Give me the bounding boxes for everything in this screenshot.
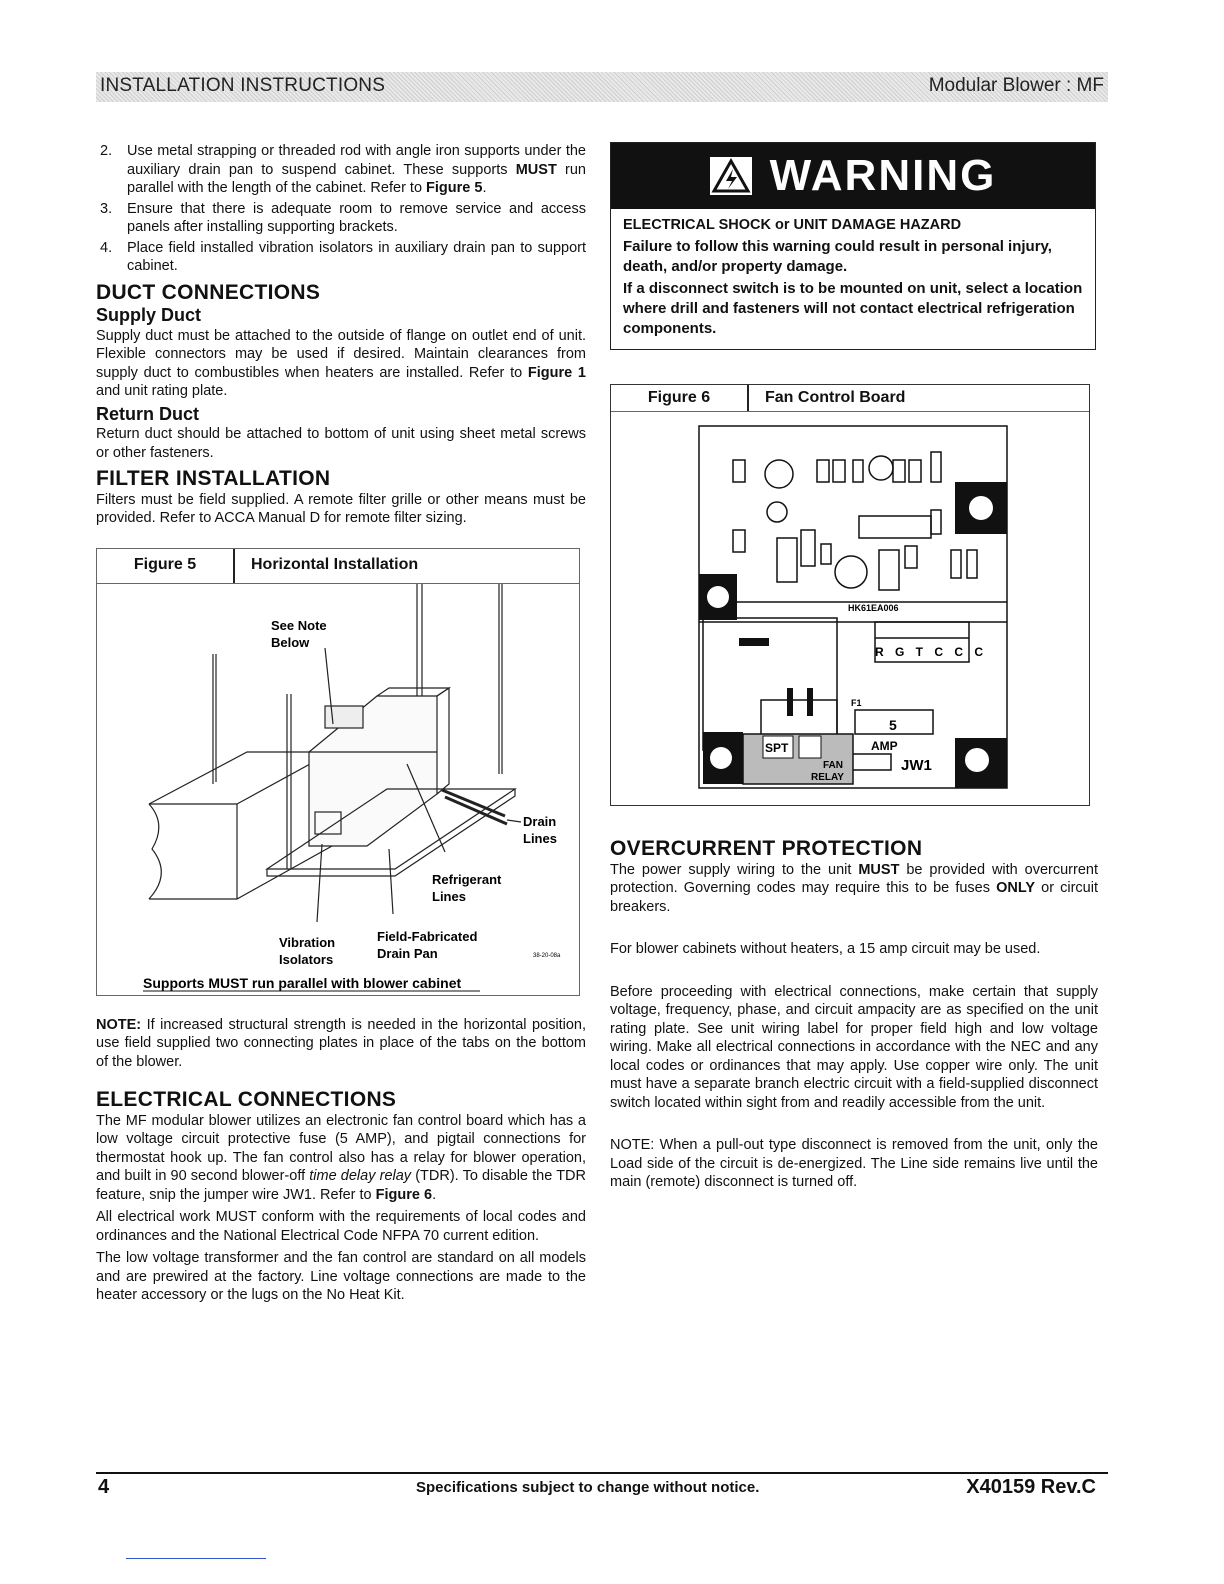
fuse-f1-label: F1: [851, 698, 862, 708]
warning-hazard: ELECTRICAL SHOCK or UNIT DAMAGE HAZARD: [623, 217, 962, 233]
label-below: Below: [271, 634, 310, 650]
label-refrigerant: Refrigerant: [432, 871, 502, 887]
step-text: Use metal strapping or threaded rod with angle iron supports under the auxiliary drain pan to suspend cabinet. These supports: [127, 143, 586, 178]
figure-reference: Figure 6: [375, 1186, 433, 1203]
bottom-rule: [126, 1558, 266, 1559]
text-run: be provided with overcurrent protection. Governing codes may require this to be fuses: [610, 861, 1098, 896]
overcurrent-paragraph-3: Before proceeding with electrical connections, make certain that supply voltage, frequency, phase, and circuit ampacity are as specified on the unit rating plate. See unit wiring label for proper field high and low voltage wiring. Make all electrical connections in accordance with the NEC and any local codes or ordinances that may apply. Use copper wire only. The unit must have a separate branch electric circuit with a field-supplied disconnect switch located within sight from and readily accessible from the unit.: [610, 983, 1098, 1111]
warning-paragraph-2: If a disconnect switch is to be mounted on unit, select a location where drill and fasteners will not contact electrical refrigeration components.: [623, 280, 1083, 337]
fuse-number: 5: [889, 717, 897, 733]
warning-triangle-icon: [710, 157, 752, 195]
supply-duct-heading: Supply Duct: [96, 305, 202, 325]
electrical-paragraph-3: The low voltage transformer and the fan control are standard on all models and are prewired at the factory. Line voltage connections are made to the heater accessory or the lugs on the No Heat Kit.: [96, 1250, 586, 1303]
figure-6-title: Fan Control Board: [765, 388, 906, 406]
horizontal-installation-diagram: [97, 584, 579, 994]
terminal-labels: R G T C C C: [875, 645, 987, 659]
label-drain-lines: Lines: [523, 830, 557, 846]
figure-5-caption: Supports MUST run parallel with blower cabinet: [143, 974, 462, 991]
step-emphasis: MUST: [515, 161, 557, 178]
duct-connections-heading: DUCT CONNECTIONS: [96, 280, 321, 304]
note-paragraph: [96, 1016, 586, 1072]
text-run: .: [432, 1186, 437, 1203]
overcurrent-paragraph-1: [610, 861, 1098, 917]
label-drain-pan: Drain Pan: [377, 945, 438, 961]
page-number: 4: [98, 1476, 110, 1498]
footer-disclaimer: Specifications subject to change without notice.: [416, 1479, 760, 1496]
figure-6-header: [611, 385, 1089, 412]
warning-banner: [611, 143, 1095, 209]
electrical-connections-heading: ELECTRICAL CONNECTIONS: [96, 1088, 397, 1111]
figure-6-number: Figure 6: [611, 385, 749, 411]
figure-5: [96, 548, 580, 996]
step-4: [96, 239, 586, 276]
text-run: The MF modular blower utilizes an electronic fan control board which has a low voltage circuit protective fuse (5 AMP), and pigtail connections for thermostat hook up. The fan control also has a relay for blower operation, and built in 90 second blower-off: [96, 1112, 586, 1184]
label-see-note: See Note: [271, 617, 327, 633]
return-duct-text: Return duct should be attached to bottom of unit using sheet metal screws or other fasteners.: [96, 426, 586, 461]
board-code-label: HK61EA006: [848, 603, 899, 613]
supply-duct-text: [96, 327, 586, 401]
relay-label: RELAY: [811, 772, 844, 783]
step-text: .: [482, 180, 487, 196]
step-text: run parallel with the length of the cabinet. Refer to: [127, 161, 586, 196]
step-3: [96, 200, 586, 237]
figure-5-number: Figure 5: [97, 549, 235, 583]
warning-title: WARNING: [769, 150, 997, 200]
label-vibration: Vibration: [279, 934, 336, 950]
text-run: and unit rating plate.: [96, 383, 228, 399]
overcurrent-note: NOTE: When a pull-out type disconnect is removed from the unit, only the Load side of the circuit is de-energized. The Line side remains live until the main (remote) disconnect is turned off.: [610, 1137, 1098, 1190]
overcurrent-protection-heading: OVERCURRENT PROTECTION: [610, 837, 923, 860]
text-run: Supply duct must be attached to the outside of flange on outlet end of unit. Flexible connectors may be used if desired. Maintain clearances from supply duct to combustibles when heaters are installed. Refer to: [96, 327, 586, 381]
figure-5-header: [97, 549, 579, 584]
figure-6: [610, 384, 1090, 806]
label-field-fabricated: Field-Fabricated: [377, 928, 478, 944]
text-emphasis: ONLY: [996, 880, 1036, 896]
document-number: X40159 Rev.C: [966, 1476, 1096, 1498]
label-drain: Drain: [523, 813, 557, 829]
label-refrigerant-lines: Lines: [432, 888, 466, 904]
label-isolators: Isolators: [279, 951, 334, 967]
text-run: (TDR). To disable the TDR feature, snip the jumper wire JW1. Refer to: [96, 1168, 586, 1203]
footer-divider: [96, 1472, 1108, 1474]
text-emphasis: MUST: [858, 861, 900, 878]
left-column: [96, 142, 586, 1305]
step-text: Ensure that there is adequate room to remove service and access panels after installing supporting brackets.: [127, 200, 586, 235]
overcurrent-paragraph-2: For blower cabinets without heaters, a 15 amp circuit may be used.: [610, 941, 1041, 957]
step-2: [96, 142, 586, 198]
fan-control-board-diagram: [611, 412, 1089, 804]
figure-reference: Figure 5: [426, 180, 483, 196]
step-number: 2.: [100, 143, 113, 159]
install-steps: [96, 142, 586, 276]
fuse-amp-label: AMP: [871, 739, 898, 753]
text-run: If increased structural strength is needed in the horizontal position, use field supplied two connecting plates in place of the tabs on the bottom of the blower.: [96, 1016, 586, 1070]
step-text: Place field installed vibration isolators in auxiliary drain pan to support cabinet.: [127, 239, 586, 274]
figure-reference: Figure 1: [527, 364, 586, 381]
text-run: The power supply wiring to the unit: [610, 861, 859, 878]
filter-text: Filters must be field supplied. A remote filter grille or other means must be provided. Refer to ACCA Manual D for remote filter sizing.: [96, 491, 586, 526]
step-number: 4.: [100, 239, 113, 256]
warning-body: [611, 209, 1095, 349]
figure-code: 38-20-08a: [533, 952, 561, 959]
spt-label: SPT: [765, 741, 789, 755]
header-title: INSTALLATION INSTRUCTIONS: [100, 75, 386, 96]
header-product: Modular Blower : MF: [928, 75, 1104, 96]
fan-label: FAN: [823, 760, 843, 771]
text-run: or circuit breakers.: [610, 880, 1098, 915]
right-column: [610, 142, 1098, 1192]
jw1-label: JW1: [901, 757, 932, 774]
step-number: 3.: [100, 200, 113, 217]
electrical-paragraph-2: All electrical work MUST conform with the requirements of local codes and ordinances and the National Electrical Code NFPA 70 current edition.: [96, 1209, 586, 1244]
note-label: NOTE:: [96, 1016, 142, 1033]
electrical-paragraph-1: [96, 1112, 586, 1205]
figure-5-title: Horizontal Installation: [251, 556, 419, 574]
warning-box: [610, 142, 1096, 350]
return-duct-heading: Return Duct: [96, 403, 199, 424]
filter-installation-heading: FILTER INSTALLATION: [96, 467, 331, 490]
page-header: [96, 72, 1108, 102]
warning-paragraph-1: Failure to follow this warning could result in personal injury, death, and/or property damage.: [623, 238, 1052, 275]
text-italic: time delay relay: [309, 1168, 412, 1184]
